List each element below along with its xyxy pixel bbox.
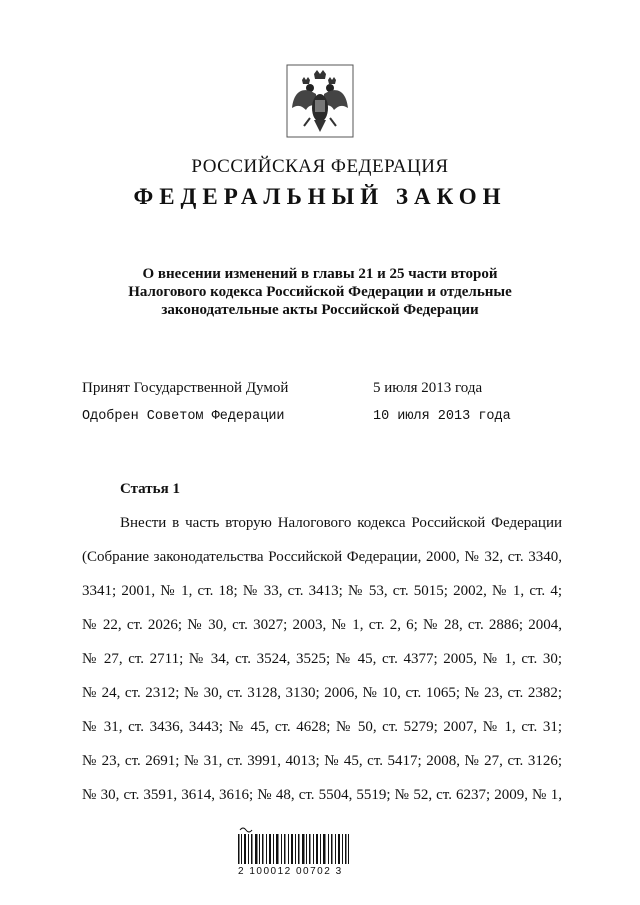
article-heading: Статья 1	[120, 481, 180, 497]
article-text-line: № 24, ст. 2312; № 30, ст. 3128, 3130; 2006, № 10, ст. 1065; № 23, ст. 2382;	[82, 685, 562, 701]
adoption-label: Принят Государственной Думой	[82, 380, 289, 396]
law-title-line: законодательные акты Российской Федерации	[161, 302, 479, 318]
approval-date: 10 июля 2013 года	[373, 409, 511, 424]
article-text-line: (Собрание законодательства Российской Федерации, 2000, № 32, ст. 3340,	[82, 549, 562, 565]
barcode-number: 2 100012 00702 3	[238, 866, 343, 877]
article-text-line: № 30, ст. 3591, 3614, 3616; № 48, ст. 5504, 5519; № 52, ст. 6237; 2009, № 1,	[82, 787, 562, 803]
country-name: РОССИЙСКАЯ ФЕДЕРАЦИЯ	[191, 156, 449, 177]
article-text-line: Внести в часть вторую Налогового кодекса Российской Федерации	[120, 515, 562, 531]
article-text-line: 3341; 2001, № 1, ст. 18; № 33, ст. 3413; № 53, ст. 5015; 2002, № 1, ст. 4;	[82, 583, 562, 599]
document-type: ФЕДЕРАЛЬНЫЙ ЗАКОН	[133, 184, 507, 209]
law-title-line: О внесении изменений в главы 21 и 25 части второй	[142, 266, 498, 282]
coat-of-arms-icon	[286, 64, 354, 138]
law-title-line: Налогового кодекса Российской Федерации и отдельные	[128, 284, 512, 300]
article-text-line: № 31, ст. 3436, 3443; № 45, ст. 4628; № 50, ст. 5279; 2007, № 1, ст. 31;	[82, 719, 562, 735]
approval-label: Одобрен Советом Федерации	[82, 409, 285, 424]
article-text-line: № 22, ст. 2026; № 30, ст. 3027; 2003, № 1, ст. 2, 6; № 28, ст. 2886; 2004,	[82, 617, 562, 633]
article-text-line: № 27, ст. 2711; № 34, ст. 3524, 3525; № 45, ст. 4377; 2005, № 1, ст. 30;	[82, 651, 562, 667]
adoption-date: 5 июля 2013 года	[373, 380, 483, 396]
article-text-line: № 23, ст. 2691; № 31, ст. 3991, 4013; № 45, ст. 5417; 2008, № 27, ст. 3126;	[82, 753, 562, 769]
law-title	[0, 265, 640, 319]
